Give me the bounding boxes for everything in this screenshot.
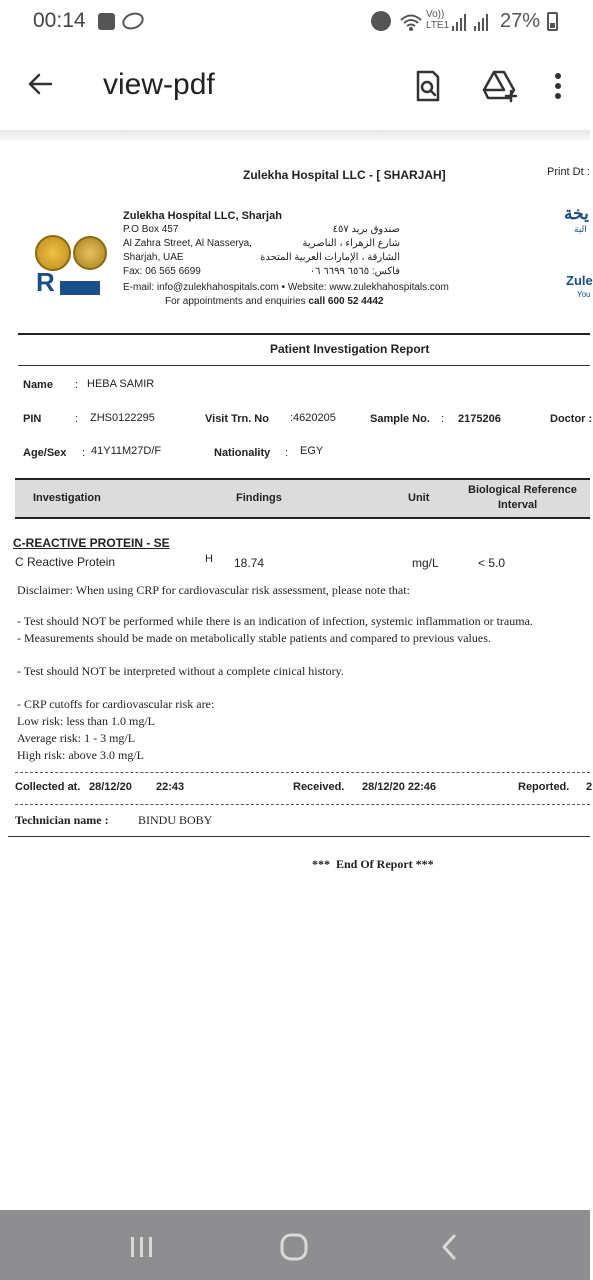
more-vertical-icon: [540, 64, 576, 108]
collected-time: 22:43: [156, 781, 185, 793]
footer-divider: [8, 836, 590, 837]
note-line: Low risk: less than 1.0 mg/L: [17, 714, 155, 728]
address-name: Zulekha Hospital LLC, Sharjah: [123, 210, 282, 222]
address-line: Fax: 06 565 6699: [123, 266, 201, 277]
result-value: 18.74: [234, 556, 265, 570]
add-to-drive-icon: [478, 64, 522, 108]
result-reference: < 5.0: [478, 556, 506, 570]
accreditation-seal-1: [35, 235, 71, 271]
dashed-divider: [15, 772, 590, 773]
battery-icon: [547, 12, 558, 31]
header-investigation: Investigation: [33, 492, 101, 504]
pin-value: ZHS0122295: [90, 412, 155, 424]
contact-line: E-mail: info@zulekhahospitals.com • Website: www.zulekhahospitals.com: [123, 282, 449, 293]
back-button[interactable]: [18, 62, 62, 106]
result-flag: H: [205, 553, 213, 565]
pin-label: PIN: [23, 413, 42, 425]
header-divider: [18, 333, 590, 335]
address-line: P.O Box 457: [123, 224, 179, 235]
recents-icon: [122, 1230, 162, 1264]
arabic-address-line: صندوق بريد ٤٥٧: [332, 224, 400, 235]
collected-date: 28/12/20: [89, 781, 132, 793]
received-label: Received.: [293, 781, 345, 793]
print-date-label: Print Dt :: [547, 166, 590, 178]
technician-label: Technician name :: [15, 813, 109, 827]
r-logo: R: [36, 267, 55, 297]
arrow-left-icon: [18, 62, 62, 106]
address-line: Al Zahra Street, Al Nasserya,: [123, 238, 252, 249]
accreditation-banner: [60, 281, 100, 295]
nav-back-button[interactable]: [432, 1228, 468, 1266]
app-notification-icon: [98, 13, 115, 30]
age-sex-value: 41Y11M27D/F: [91, 445, 162, 457]
colon: :: [75, 379, 79, 391]
signal-icon: [451, 12, 495, 32]
nationality-value: EGY: [300, 445, 324, 457]
address-line: Sharjah, UAE: [123, 252, 184, 263]
note-line: - Test should NOT be performed while there is an indication of infection, systemic inflammation or trauma.: [17, 614, 533, 628]
logo-arabic: يخة: [564, 204, 589, 223]
colon: :: [441, 413, 445, 425]
age-sex-label: Age/Sex: [23, 447, 67, 459]
end-stars: ***: [312, 857, 330, 871]
note-line: Average risk: 1 - 3 mg/L: [17, 731, 136, 745]
note-line: High risk: above 3.0 mg/L: [17, 748, 144, 762]
accreditation-seal-2: [73, 236, 107, 270]
appointments-prefix: For appointments and enquiries: [165, 296, 306, 307]
result-unit: mg/L: [412, 556, 439, 570]
collected-label: Collected at.: [15, 781, 81, 793]
note-line: - Test should NOT be interpreted without a complete cinical history.: [17, 664, 344, 678]
reported-value: 2: [586, 781, 593, 793]
toolbar-divider: [0, 130, 590, 140]
arabic-address-line: شارع الزهراء ، الناصرية: [302, 238, 400, 249]
report-title: Patient Investigation Report: [270, 342, 430, 356]
header-reference: Biological Reference: [468, 484, 577, 496]
note-line: - Measurements should be made on metabolically stable patients and compared to previous values.: [17, 631, 491, 645]
logo-text: Zule: [566, 273, 593, 288]
reported-label: Reported.: [518, 781, 570, 793]
alarm-icon: [371, 11, 391, 31]
end-of-report: [312, 857, 434, 872]
status-time: 00:14: [33, 9, 86, 32]
arabic-address-line: الشارقة ، الإمارات العربية المتحدة: [260, 252, 400, 263]
note-line: Disclaimer: When using CRP for cardiovascular risk assessment, please note that:: [17, 583, 410, 597]
home-button[interactable]: [274, 1228, 314, 1266]
visit-label: Visit Trn. No: [205, 413, 269, 425]
wifi-icon: [399, 12, 423, 32]
home-icon: [274, 1228, 314, 1266]
test-name: C Reactive Protein: [15, 555, 116, 569]
name-label: Name: [23, 379, 53, 391]
visit-value: :4620205: [290, 412, 336, 424]
nationality-label: Nationality: [214, 447, 271, 459]
header-unit: Unit: [408, 492, 430, 504]
find-in-page-icon: [408, 64, 448, 108]
header-findings: Findings: [236, 492, 282, 504]
note-line: - CRP cutoffs for cardiovascular risk are:: [17, 697, 215, 711]
section-title: C-REACTIVE PROTEIN - SE: [13, 536, 170, 550]
back-chevron-icon: [432, 1228, 468, 1266]
find-in-page-button[interactable]: [408, 64, 448, 108]
header-reference-interval: Interval: [498, 499, 538, 511]
arabic-address-line: فاكس: ٦٥٦٥ ٦٦٩٩ ٠٦: [309, 266, 400, 277]
logo-tagline: You: [577, 290, 591, 299]
received-value: 28/12/20 22:46: [362, 781, 437, 793]
appointments-phone: call 600 52 4442: [308, 296, 384, 307]
colon: :: [82, 447, 86, 459]
title-divider: [18, 365, 590, 366]
technician-value: BINDU BOBY: [138, 813, 213, 827]
colon: :: [285, 447, 289, 459]
sample-value: 2175206: [458, 413, 501, 425]
pdf-page[interactable]: [0, 140, 593, 1210]
dashed-divider: [15, 804, 590, 805]
more-options-button[interactable]: [540, 64, 576, 108]
page-title: view-pdf: [103, 68, 215, 101]
name-value: HEBA SAMIR: [87, 378, 155, 390]
logo-arabic-sub: الية: [574, 224, 587, 234]
recents-button[interactable]: [122, 1230, 162, 1264]
hospital-title: Zulekha Hospital LLC - [ SHARJAH]: [243, 168, 446, 182]
appointments-line: [165, 296, 384, 307]
battery-percent: 27%: [500, 10, 541, 32]
network-type-label: Vo)) LTE1: [426, 9, 450, 31]
sample-label: Sample No.: [370, 413, 430, 425]
end-text: End Of Report: [336, 857, 413, 871]
colon: :: [75, 413, 79, 425]
end-stars: ***: [415, 857, 434, 871]
add-to-drive-button[interactable]: [478, 64, 522, 108]
doctor-label: Doctor :: [550, 413, 593, 425]
